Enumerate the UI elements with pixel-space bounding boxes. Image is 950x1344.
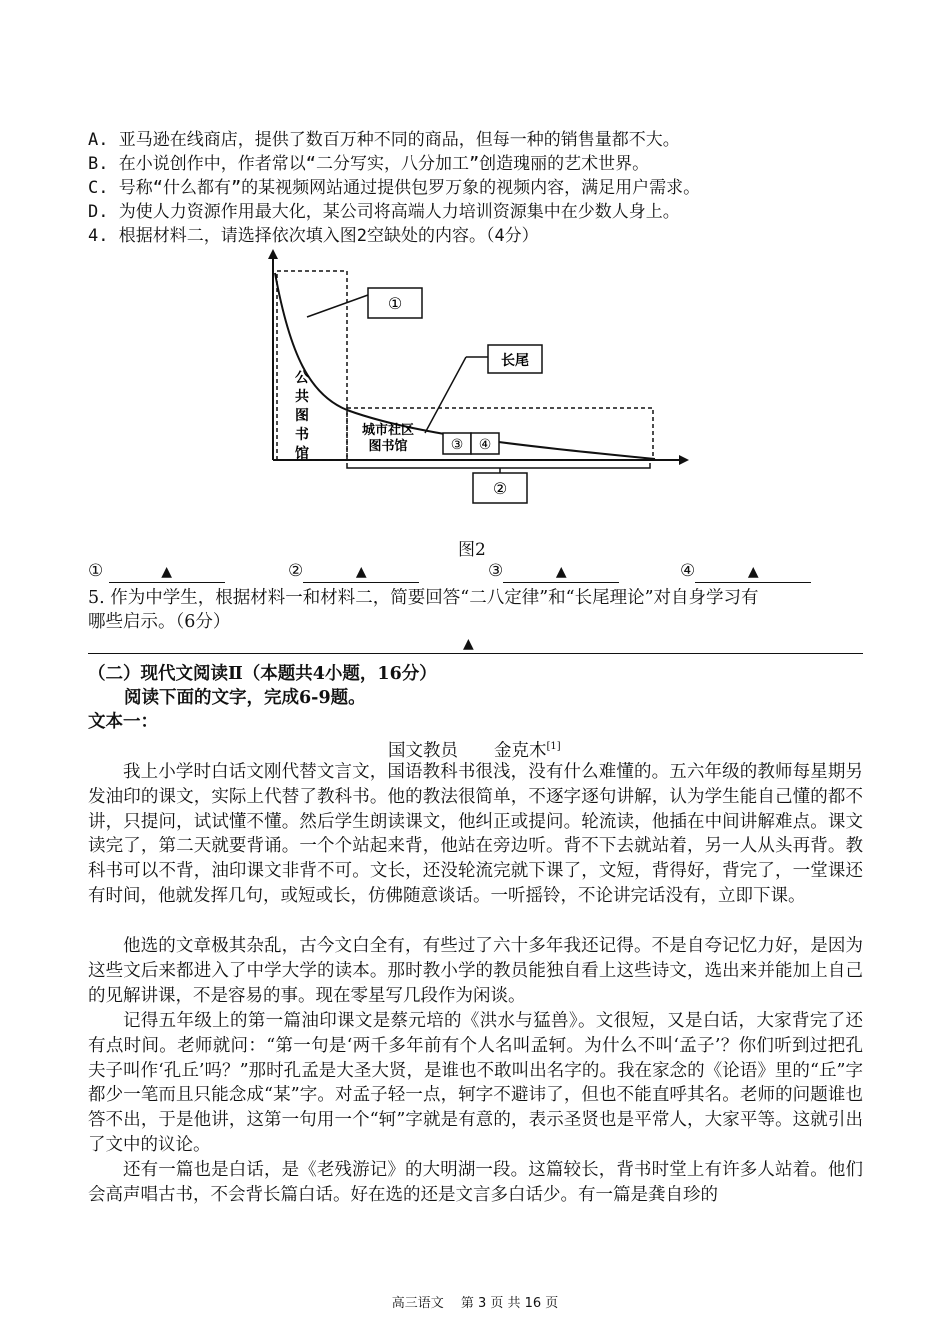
box-3-label: ③ bbox=[450, 437, 464, 453]
blank-1[interactable]: ① ▲ bbox=[88, 561, 225, 583]
paragraph-4: 还有一篇也是白话，是《老残游记》的大明湖一段。这篇较长，背书时堂上有许多人站着。他们会高声唱古书，不会背长篇白话。好在选的还是文言多白话少。有一篇是龚自珍的 bbox=[88, 1160, 863, 1205]
community-library-line1: 城市社区 bbox=[361, 423, 415, 438]
paragraph-3: 记得五年级上的第一篇油印课文是蔡元培的《洪水与猛兽》。文很短，又是白话，大家背完了还有点时间。老师就问：“第一句是‘两千多年前有个人名叫孟轲。为什么不叫‘孟子’？你们听到过把孔夫子叫作‘孔丘’吗？”那时孔孟是大圣大贤，是谁也不敢叫出名字的。我在家念的《论语》里的“丘”字都少一笔而且只能念成“某”字。对孟子轻一点，轲字不避讳了，但也不能直呼其名。老师的问题谁也答不出，于是他讲，这第一句用一个“轲”字就是有意的，表示圣贤也是平常人，大家平等。这就引出了文中的议论。 bbox=[88, 1011, 863, 1155]
box-1-label: ① bbox=[387, 294, 403, 313]
article-title: 国文教员 bbox=[388, 740, 458, 761]
public-library-label: 公 共 图 书 馆 bbox=[295, 370, 309, 462]
option-d: D. 为使人力资源作用最大化，某公司将高端人力培训资源集中在少数人身上。 bbox=[88, 202, 680, 222]
long-tail-diagram bbox=[255, 245, 705, 510]
page-footer: 高三语文 第 3 页 共 16 页 bbox=[391, 1296, 559, 1311]
box-4-label: ④ bbox=[478, 437, 492, 453]
question-5-line1: 5. 作为中学生，根据材料一和材料二，简要回答“二八定律”和“长尾理论”对自身学习有 bbox=[88, 588, 759, 608]
text-label: 文本一： bbox=[88, 712, 158, 732]
box-2-label: ② bbox=[492, 479, 508, 498]
article-title-line bbox=[388, 735, 561, 763]
article-author: 金克木 bbox=[494, 740, 547, 761]
option-a: A. 亚马逊在线商店，提供了数百万种不同的商品，但每一种的销售量都不大。 bbox=[88, 130, 680, 150]
community-library-line2: 图书馆 bbox=[368, 439, 408, 454]
paragraph-1: 我上小学时白话文刚代替文言文，国语教科书很浅，没有什么难懂的。五六年级的教师每星期另发油印的课文，实际上代替了教科书。他的教法很简单，不逐字逐句讲解，认为学生能自己懂的都不讲，只提问，试试懂不懂。然后学生朗读课文，他纠正或提问。轮流读，他插在中间讲解难点。课文读完了，第二天就要背诵。一个个站起来背，他站在旁边听。背不下去就站着，另一人从头再背。教科书可以不背，油印课文非背不可。文长，还没轮流完就下课了，文短，背得好，背完了，一堂课还有时间，他就发挥几句，或短或长，仿佛随意谈话。一听摇铃，不论讲完话没有，立即下课。 bbox=[88, 762, 863, 906]
blank-2[interactable]: ② ▲ bbox=[288, 561, 419, 583]
question-4: 4. 根据材料二，请选择依次填入图2空缺处的内容。（4分） bbox=[88, 226, 539, 246]
question-5-line2: 哪些启示。（6分） bbox=[88, 612, 231, 632]
section-heading: （二）现代文阅读Ⅱ（本题共4小题，16分） bbox=[88, 664, 437, 684]
blank-4[interactable]: ④ ▲ bbox=[680, 561, 811, 583]
blank-3[interactable]: ③ ▲ bbox=[488, 561, 619, 583]
option-b: B. 在小说创作中，作者常以“二分写实，八分加工”创造瑰丽的艺术世界。 bbox=[88, 154, 650, 174]
option-c: C. 号称“什么都有”的某视频网站通过提供包罗万象的视频内容，满足用户需求。 bbox=[88, 178, 701, 198]
paragraph-2: 他选的文章极其杂乱，古今文白全有，有些过了六十多年我还记得。不是自夸记忆力好，是因为这些文后来都进入了中学大学的读本。那时教小学的教员能独自看上这些诗文，选出来并能加上自己的见解讲课，不是容易的事。现在零星写几段作为闲谈。 bbox=[88, 936, 863, 1006]
section-instruction: 阅读下面的文字，完成6-9题。 bbox=[124, 688, 366, 708]
answer-mark: ▲ bbox=[463, 636, 474, 652]
author-footnote: [1] bbox=[546, 741, 561, 752]
long-tail-label: 长尾 bbox=[501, 353, 529, 369]
answer-blanks bbox=[88, 561, 868, 585]
divider bbox=[88, 653, 863, 654]
figure-caption: 图2 bbox=[458, 540, 486, 560]
